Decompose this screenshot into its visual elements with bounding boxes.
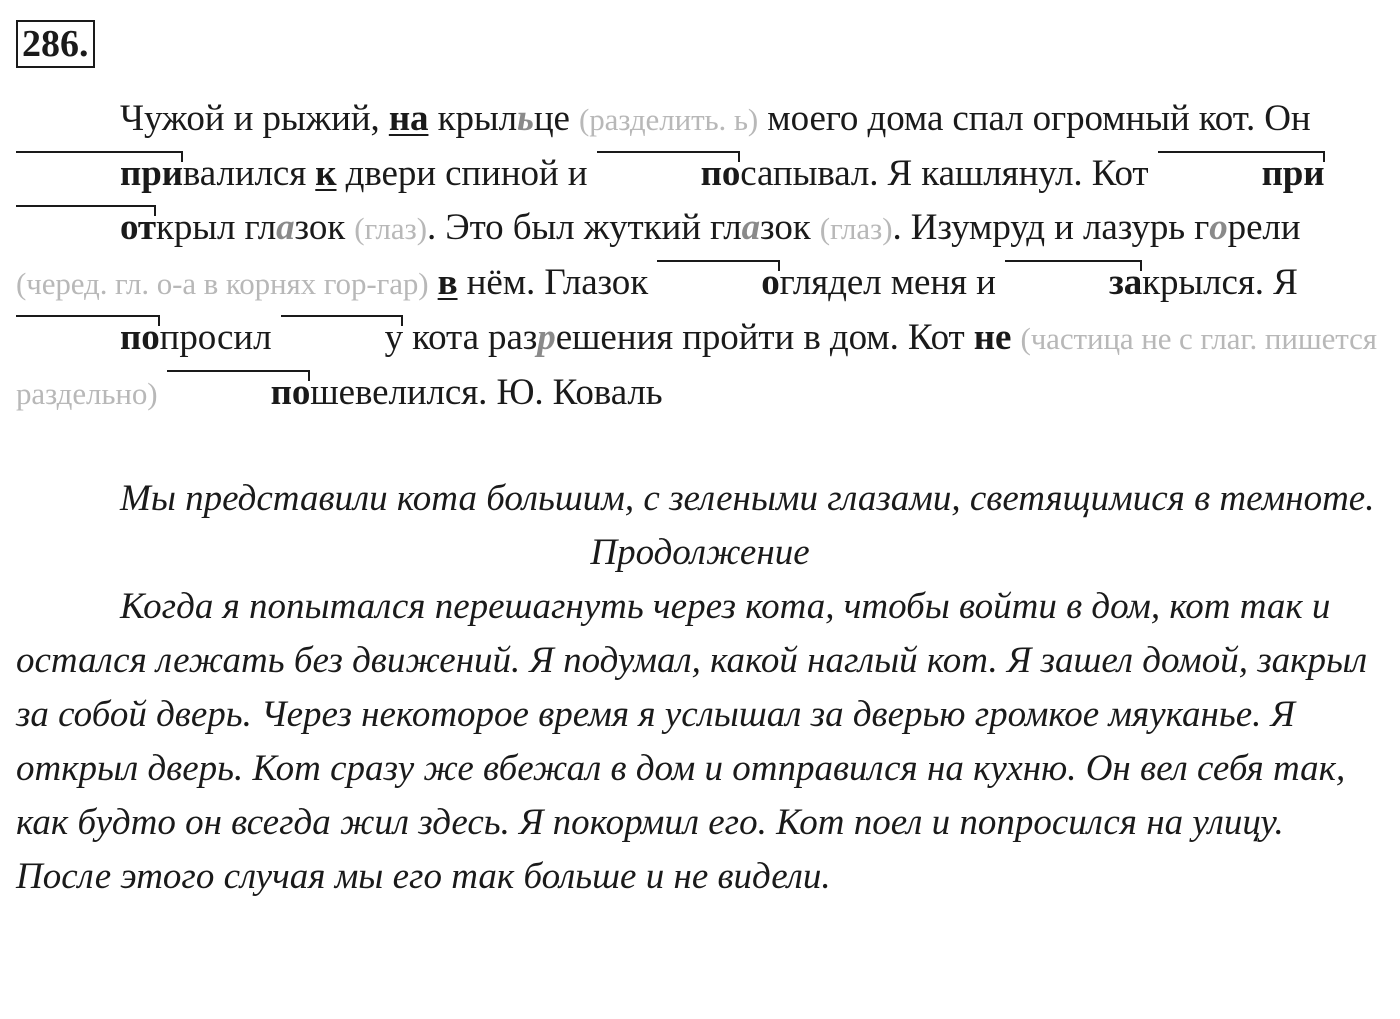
preposition-underlined: к [315,153,337,194]
text-segment: сапывал. Я кашлянул. Кот [740,153,1158,194]
answer-block [16,472,1384,904]
grammar-note: (черед. гл. о-а в корнях гор-гар) [16,266,429,301]
particle-bold: не [973,317,1012,358]
prefix-mark: по [167,366,311,420]
text-segment [428,262,437,303]
preposition-underlined: на [388,98,429,139]
exercise-text [16,92,1384,421]
text-segment: . Это был жуткий гл [426,207,742,248]
prefix-mark: при [1158,147,1325,201]
text-segment: це [533,98,580,139]
text-segment: шевелился. Ю. Коваль [310,372,663,413]
text-segment: зок [760,207,820,248]
grammar-note: (глаз) [819,211,893,246]
text-segment: глядел меня и [779,262,1005,303]
exercise-number: 286. [16,20,95,68]
prefix-mark: от [16,201,156,255]
text-segment: Чужой и рыжий, [120,98,389,139]
text-segment: ешения пройти в дом. Кот [555,317,974,358]
prefix-mark: при [16,147,183,201]
text-segment: кота раз [403,317,538,358]
text-segment: зок [294,207,355,248]
text-segment: валился [182,153,316,194]
highlighted-letter: р [537,317,556,358]
text-segment: рели [1227,207,1301,248]
grammar-note: (глаз) [354,211,427,246]
prefix-mark: у [281,311,403,365]
text-segment: двери спиной и [336,153,597,194]
text-segment: крыл [428,98,518,139]
text-segment: крыл гл [156,207,277,248]
text-segment: нём. Глазок [457,262,658,303]
prefix-mark: за [1005,256,1142,310]
continuation-heading: Продолжение [590,532,810,573]
text-segment: просил [159,317,281,358]
prefix-mark: по [597,147,741,201]
prefix-mark: по [16,311,160,365]
highlighted-letter: о [1209,207,1228,248]
text-segment [158,372,167,413]
text-segment: крылся. Я [1142,262,1298,303]
continuation-paragraph: Когда я попытался перешагнуть через кота, чтобы войти в дом, кот так и остался лежать без движений. Я подумал, какой наглый кот. Я зашел домой, закрыл за собой дверь. Через некоторое время я услышал за дверью громкое мяуканье. Я открыл дверь. Кот сразу же вбежал в дом и отправился на кухню. Он вел себя так, как будто он всегда жил здесь. Я покормил его. Кот поел и попросился на улицу. После этого случая мы его так больше и не видели. [16,586,1368,897]
grammar-note: (разделить. ь) [579,102,759,137]
grammar-note: (частица не с глаг. пишется раздельно) [16,321,1377,411]
answer-paragraph: Мы представили кота большим, с зелеными глазами, светящимися в темноте. [120,478,1375,519]
preposition-underlined: в [437,262,458,303]
prefix-mark: о [657,256,779,310]
highlighted-letter: а [276,207,295,248]
text-segment: моего дома спал огромный кот. Он [758,98,1311,139]
highlighted-letter: а [741,207,761,248]
highlighted-letter: ь [517,98,534,139]
text-segment: . Изумруд и лазурь г [892,207,1210,248]
